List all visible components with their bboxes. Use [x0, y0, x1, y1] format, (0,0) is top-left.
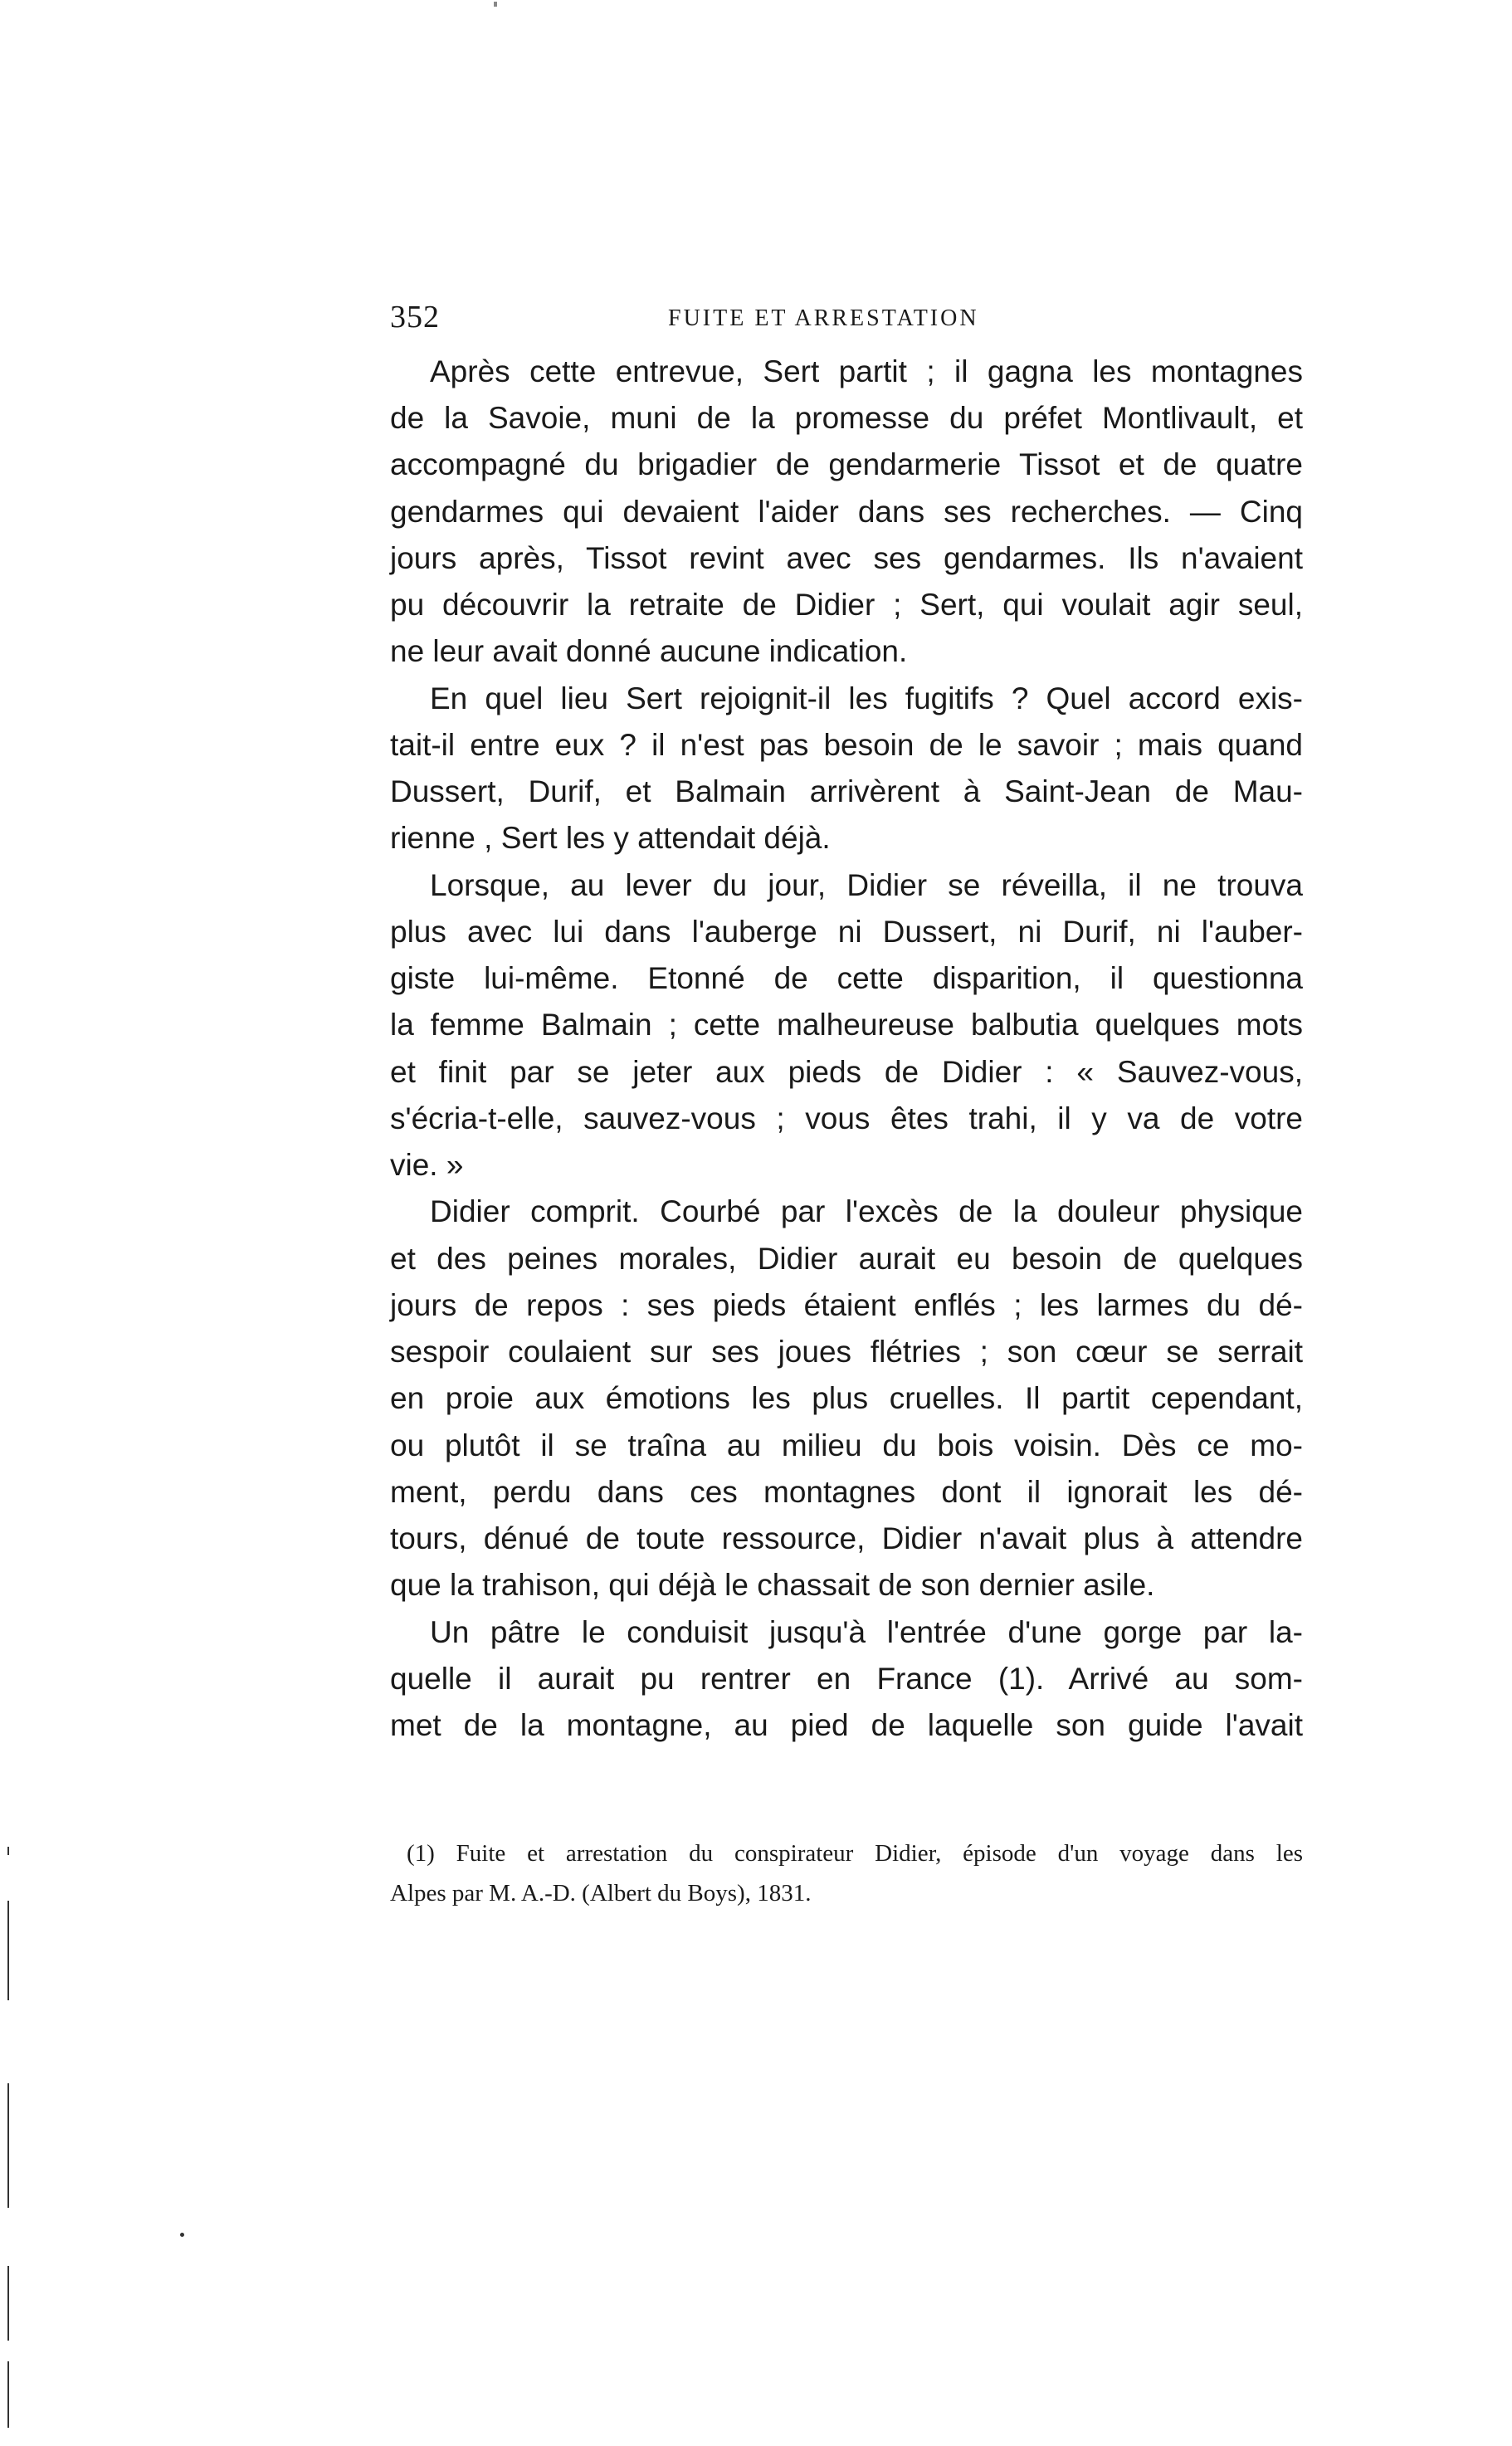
text-line: ou plutôt il se traîna au milieu du bois voisin. Dès ce mo-	[390, 1428, 1303, 1462]
text-line: rienne , Sert les y attendait déjà.	[390, 821, 831, 855]
text-line: Dussert, Durif, et Balmain arrivèrent à Saint-Jean de Mau-	[390, 774, 1303, 808]
text-line: sespoir coulaient sur ses joues flétries ; son cœur se serrait	[390, 1335, 1303, 1369]
footnote-line: Alpes par M. A.-D. (Albert du Boys), 1831.	[390, 1880, 812, 1907]
text-line: Après cette entrevue, Sert partit ; il gagna les montagnes	[430, 354, 1303, 388]
scan-speck	[7, 2266, 9, 2341]
text-line: Lorsque, au lever du jour, Didier se réveilla, il ne trouva	[430, 868, 1303, 902]
scan-speck	[494, 2, 497, 7]
text-line: et finit par se jeter aux pieds de Didier : « Sauvez-vous,	[390, 1055, 1303, 1089]
text-line: vie. »	[390, 1148, 464, 1182]
text-line: En quel lieu Sert rejoignit-il les fugitifs ? Quel accord exis-	[430, 681, 1303, 715]
text-line: giste lui-même. Etonné de cette disparition, il questionna	[390, 961, 1303, 995]
text-line: pu découvrir la retraite de Didier ; Sert, qui voulait agir seul,	[390, 588, 1303, 622]
text-line: tours, dénué de toute ressource, Didier n'avait plus à attendre	[390, 1521, 1303, 1555]
page-number: 352	[390, 300, 440, 334]
text-line: jours de repos : ses pieds étaient enflés ; les larmes du dé-	[390, 1288, 1303, 1322]
text-line: quelle il aurait pu rentrer en France (1). Arrivé au som-	[390, 1662, 1303, 1696]
text-line: plus avec lui dans l'auberge ni Dussert, ni Durif, ni l'auber-	[390, 915, 1303, 949]
scan-speck	[7, 1901, 9, 2000]
text-line: que la trahison, qui déjà le chassait de son dernier asile.	[390, 1568, 1155, 1602]
text-line: tait-il entre eux ? il n'est pas besoin de le savoir ; mais quand	[390, 728, 1303, 762]
text-line: de la Savoie, muni de la promesse du préfet Montlivault, et	[390, 401, 1303, 435]
text-line: en proie aux émotions les plus cruelles. Il partit cependant,	[390, 1381, 1303, 1415]
text-line: ne leur avait donné aucune indication.	[390, 634, 908, 668]
footnote-line: (1) Fuite et arrestation du conspirateur Didier, épisode d'un voyage dans les	[407, 1840, 1303, 1867]
text-line: gendarmes qui devaient l'aider dans ses recherches. — Cinq	[390, 495, 1303, 529]
scan-speck	[7, 1847, 9, 1855]
scan-speck	[180, 2233, 184, 2237]
text-line: Un pâtre le conduisit jusqu'à l'entrée d'une gorge par la-	[430, 1615, 1303, 1649]
text-line: Didier comprit. Courbé par l'excès de la douleur physique	[430, 1194, 1303, 1228]
scan-speck	[7, 2361, 9, 2428]
text-line: jours après, Tissot revint avec ses gendarmes. Ils n'avaient	[390, 541, 1303, 575]
text-line: la femme Balmain ; cette malheureuse balbutia quelques mots	[390, 1008, 1303, 1042]
text-line: accompagné du brigadier de gendarmerie Tissot et de quatre	[390, 447, 1303, 481]
page-header	[390, 299, 1303, 340]
running-title: FUITE ET ARRESTATION	[668, 305, 979, 331]
scan-speck	[7, 2083, 9, 2208]
text-line: ment, perdu dans ces montagnes dont il ignorait les dé-	[390, 1475, 1303, 1509]
text-line: met de la montagne, au pied de laquelle son guide l'avait	[390, 1708, 1303, 1742]
text-line: s'écria-t-elle, sauvez-vous ; vous êtes trahi, il y va de votre	[390, 1101, 1303, 1135]
text-line: et des peines morales, Didier aurait eu besoin de quelques	[390, 1242, 1303, 1276]
